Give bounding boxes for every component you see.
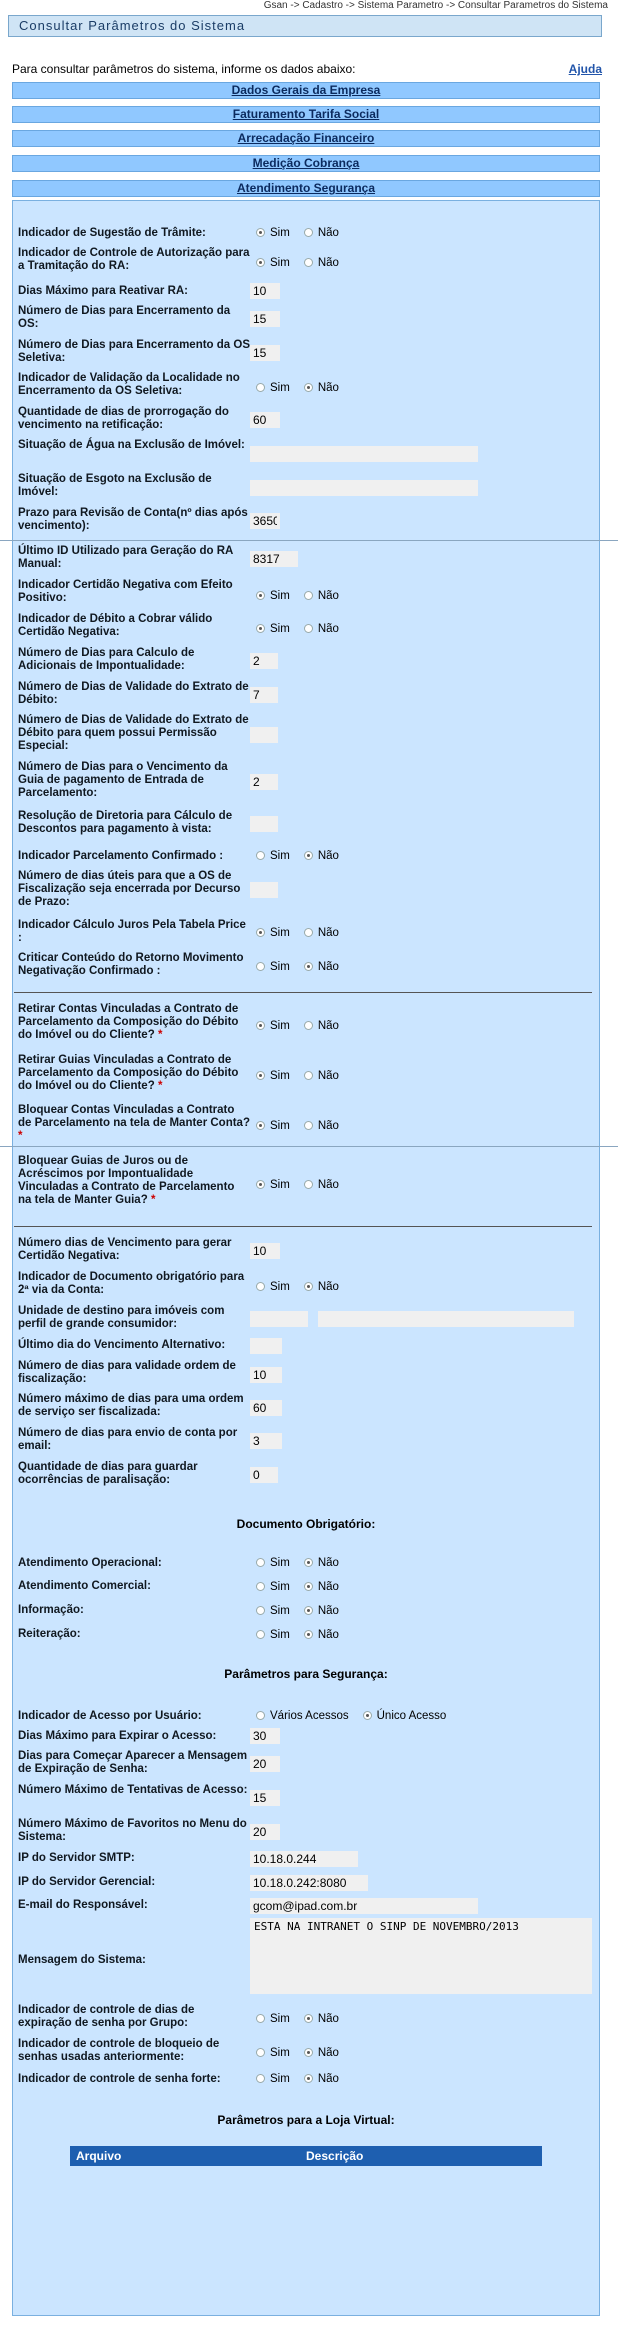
dias-mensagem-expiracao-input[interactable] (250, 1756, 280, 1772)
label-dias-mensagem-expiracao: Dias para Começar Aparecer a Mensagem de Expiração de Senha: (18, 1750, 248, 1775)
radio-bloqueio-senhas[interactable]: Sim Não (256, 2047, 353, 2059)
radio-debito-cobrar-certidao[interactable]: Sim Não (256, 623, 353, 635)
ip-gerencial-input[interactable] (250, 1875, 368, 1891)
radio-bloquear-contas[interactable]: Sim Não (256, 1120, 353, 1132)
radio-icon[interactable] (304, 928, 313, 937)
label-dias-expirar-acesso: Dias Máximo para Expirar o Acesso: (18, 1730, 217, 1742)
radio-icon[interactable] (256, 383, 265, 392)
label-unidade-destino: Unidade de destino para imóveis com perfil de grande consumidor: (18, 1305, 225, 1330)
page-title: Consultar Parâmetros do Sistema (8, 15, 602, 37)
radio-expiracao-senha-grupo[interactable]: Sim Não (256, 2013, 353, 2025)
label-retirar-contas: Retirar Contas Vinculadas a Contrato de Parcelamento da Composição do Débito do Imóvel ou do Cliente? * (18, 1003, 239, 1041)
label-informacao: Informação: (18, 1604, 84, 1616)
loja-virtual-table-header (70, 2146, 542, 2166)
label-atendimento-operacional: Atendimento Operacional: (18, 1557, 162, 1569)
dias-adicionais-impontualidade-input[interactable] (250, 653, 278, 669)
radio-acesso-usuario[interactable]: Vários Acessos Único Acesso (256, 1710, 460, 1722)
radio-icon[interactable] (304, 2014, 313, 2023)
radio-icon[interactable] (304, 851, 313, 860)
dias-envio-email-input[interactable] (250, 1433, 282, 1449)
radio-reiteracao[interactable]: Sim Não (256, 1629, 353, 1641)
tab-dados-gerais[interactable]: Dados Gerais da Empresa (12, 82, 600, 99)
mensagem-sistema-textarea[interactable] (250, 1918, 592, 1994)
dias-encerramento-os-input[interactable] (250, 311, 280, 327)
radio-icon[interactable] (304, 1582, 313, 1591)
column-header-descricao: Descrição (306, 2149, 364, 2163)
radio-icon[interactable] (256, 2074, 265, 2083)
label-acesso-usuario: Indicador de Acesso por Usuário: (18, 1710, 202, 1722)
unidade-destino-code-input[interactable] (250, 1311, 308, 1327)
radio-icon[interactable] (304, 591, 313, 600)
label-atendimento-comercial: Atendimento Comercial: (18, 1580, 151, 1592)
label-max-favoritos: Número Máximo de Favoritos no Menu do Sistema: (18, 1818, 247, 1843)
radio-icon[interactable] (256, 851, 265, 860)
ip-smtp-input[interactable] (250, 1851, 358, 1867)
label-max-tentativas: Número Máximo de Tentativas de Acesso: (18, 1784, 248, 1796)
intro-text: Para consultar parâmetros do sistema, informe os dados abaixo: (12, 62, 356, 76)
tab-arrecadacao[interactable]: Arrecadação Financeiro (12, 130, 600, 147)
situacao-esgoto-input[interactable] (250, 480, 478, 496)
radio-icon[interactable] (256, 2014, 265, 2023)
radio-icon[interactable] (304, 1180, 313, 1189)
label-debito-cobrar-certidao: Indicador de Débito a Cobrar válido Certidão Negativa: (18, 613, 213, 638)
radio-icon[interactable] (256, 1558, 265, 1567)
radio-icon[interactable] (304, 1121, 313, 1130)
label-dias-adicionais-impontualidade: Número de Dias para Calculo de Adicionais de Impontualidade: (18, 647, 195, 672)
radio-juros-tabela-price[interactable]: Sim Não (256, 927, 353, 939)
label-mensagem-sistema: Mensagem do Sistema: (18, 1954, 146, 1966)
dias-expirar-acesso-input[interactable] (250, 1728, 280, 1744)
radio-icon[interactable] (304, 1282, 313, 1291)
label-criticar-negativacao: Criticar Conteúdo do Retorno Movimento Negativação Confirmado : (18, 952, 244, 977)
vencimento-guia-entrada-input[interactable] (250, 774, 278, 790)
radio-icon[interactable] (256, 258, 265, 267)
label-dias-encerramento-os: Número de Dias para Encerramento da OS: (18, 305, 231, 330)
radio-icon[interactable] (256, 624, 265, 633)
dias-reativar-ra-input[interactable] (250, 283, 280, 299)
divider (14, 992, 592, 993)
column-header-arquivo: Arquivo (76, 2149, 122, 2163)
documento-obrigatorio-title: Documento Obrigatório: (236, 1517, 376, 1531)
radio-atendimento-comercial[interactable]: Sim Não (256, 1581, 353, 1593)
radio-certidao-negativa-efeito[interactable]: Sim Não (256, 590, 353, 602)
radio-parcelamento-confirmado[interactable]: Sim Não (256, 850, 353, 862)
radio-icon[interactable] (256, 228, 265, 237)
radio-icon[interactable] (304, 258, 313, 267)
situacao-agua-input[interactable] (250, 446, 478, 462)
breadcrumb: Gsan -> Cadastro -> Sistema Parametro -> Consultar Parametros do Sistema (263, 0, 608, 11)
radio-icon[interactable] (256, 1630, 265, 1639)
radio-icon[interactable] (256, 1071, 265, 1080)
radio-criticar-negativacao[interactable]: Sim Não (256, 961, 353, 973)
label-controle-autorizacao: Indicador de Controle de Autorização para a Tramitação do RA: (18, 247, 250, 272)
radio-icon[interactable] (304, 1071, 313, 1080)
label-ip-smtp: IP do Servidor SMTP: (18, 1852, 135, 1864)
label-prazo-revisao-conta: Prazo para Revisão de Conta(nº dias após vencimento): (18, 507, 248, 532)
radio-icon[interactable] (304, 228, 313, 237)
radio-controle-autorizacao[interactable]: Sim Não (256, 257, 353, 269)
radio-icon[interactable] (256, 1711, 265, 1720)
label-dias-uteis-os-fiscalizacao: Número de dias úteis para que a OS de Fiscalização seja encerrada por Decurso de Prazo: (18, 870, 241, 908)
radio-icon[interactable] (304, 2048, 313, 2057)
label-validade-extrato-debito: Número de Dias de Validade do Extrato de Débito: (18, 681, 249, 706)
radio-icon[interactable] (256, 1121, 265, 1130)
tab-faturamento[interactable]: Faturamento Tarifa Social (12, 106, 600, 123)
label-validacao-localidade: Indicador de Validação da Localidade no Encerramento da OS Seletiva: (18, 372, 240, 397)
loja-virtual-title: Parâmetros para a Loja Virtual: (217, 2113, 395, 2127)
dias-ocorrencias-paralisacao-input[interactable] (250, 1467, 278, 1483)
radio-icon[interactable] (304, 1558, 313, 1567)
divider (14, 1226, 592, 1227)
label-ultimo-id-ra: Último ID Utilizado para Geração do RA Manual: (18, 545, 233, 570)
radio-documento-obrigatorio-2via[interactable]: Sim Não (256, 1281, 353, 1293)
radio-icon[interactable] (256, 591, 265, 600)
label-validade-ordem-fiscalizacao: Número de dias para validade ordem de fiscalização: (18, 1360, 236, 1385)
radio-senha-forte[interactable]: Sim Não (256, 2073, 353, 2085)
ultimo-id-ra-input[interactable] (250, 551, 298, 567)
divider (0, 540, 618, 541)
label-prorrogacao-vencimento: Quantidade de dias de prorrogação do vencimento na retificação: (18, 406, 229, 431)
label-reiteracao: Reiteração: (18, 1628, 81, 1640)
label-senha-forte: Indicador de controle de senha forte: (18, 2073, 221, 2085)
resolucao-diretoria-input[interactable] (250, 816, 278, 832)
label-expiracao-senha-grupo: Indicador de controle de dias de expiração de senha por Grupo: (18, 2004, 195, 2029)
label-sugestao-tramite: Indicador de Sugestão de Trâmite: (18, 227, 206, 239)
label-email-responsavel: E-mail do Responsável: (18, 1899, 148, 1911)
max-tentativas-input[interactable] (250, 1790, 280, 1806)
label-parcelamento-confirmado: Indicador Parcelamento Confirmado : (18, 850, 224, 862)
radio-icon[interactable] (256, 1582, 265, 1591)
seguranca-title: Parâmetros para Segurança: (224, 1667, 388, 1681)
unidade-destino-desc-input[interactable] (318, 1311, 574, 1327)
label-juros-tabela-price: Indicador Cálculo Juros Pela Tabela Price : (18, 919, 246, 944)
label-dias-encerramento-os-seletiva: Número de Dias para Encerramento da OS Seletiva: (18, 339, 250, 364)
label-dias-reativar-ra: Dias Máximo para Reativar RA: (18, 285, 189, 297)
radio-icon[interactable] (256, 1282, 265, 1291)
radio-icon[interactable] (304, 1606, 313, 1615)
vencimento-certidao-negativa-input[interactable] (250, 1243, 280, 1259)
validade-extrato-permissao-input[interactable] (250, 727, 278, 743)
label-ultimo-dia-vencimento: Último dia do Vencimento Alternativo: (18, 1339, 226, 1351)
ultimo-dia-vencimento-input[interactable] (250, 1338, 282, 1354)
radio-bloquear-guias[interactable]: Sim Não (256, 1179, 353, 1191)
prazo-revisao-conta-input[interactable] (250, 513, 280, 529)
label-certidao-negativa-efeito: Indicador Certidão Negativa com Efeito Positivo: (18, 579, 233, 604)
radio-icon[interactable] (304, 962, 313, 971)
label-situacao-agua: Situação de Água na Exclusão de Imóvel: (18, 439, 245, 451)
radio-icon[interactable] (304, 1630, 313, 1639)
label-dias-ocorrencias-paralisacao: Quantidade de dias para guardar ocorrências de paralisação: (18, 1461, 198, 1486)
dias-encerramento-os-seletiva-input[interactable] (250, 345, 280, 361)
label-ip-gerencial: IP do Servidor Gerencial: (18, 1876, 156, 1888)
radio-retirar-guias[interactable]: Sim Não (256, 1070, 353, 1082)
label-resolucao-diretoria: Resolução de Diretoria para Cálculo de Descontos para pagamento à vista: (18, 810, 233, 835)
radio-icon[interactable] (304, 624, 313, 633)
divider (0, 1146, 618, 1147)
email-responsavel-input[interactable] (250, 1898, 478, 1914)
dias-uteis-os-fiscalizacao-input[interactable] (250, 882, 278, 898)
tab-medicao[interactable]: Medição Cobrança (12, 155, 600, 172)
radio-icon[interactable] (256, 2048, 265, 2057)
validade-ordem-fiscalizacao-input[interactable] (250, 1367, 282, 1383)
radio-icon[interactable] (304, 383, 313, 392)
radio-retirar-contas[interactable]: Sim Não (256, 1020, 353, 1032)
label-max-dias-ordem-servico: Número máximo de dias para uma ordem de serviço ser fiscalizada: (18, 1393, 244, 1418)
help-link[interactable]: Ajuda (568, 62, 602, 76)
max-favoritos-input[interactable] (250, 1824, 280, 1840)
radio-validacao-localidade[interactable]: Sim Não (256, 382, 353, 394)
radio-icon[interactable] (256, 1021, 265, 1030)
max-dias-ordem-servico-input[interactable] (250, 1400, 282, 1416)
label-validade-extrato-permissao: Número de Dias de Validade do Extrato de Débito para quem possui Permissão Especial: (18, 714, 249, 752)
label-dias-envio-email: Número de dias para envio de conta por email: (18, 1427, 238, 1452)
prorrogacao-vencimento-input[interactable] (250, 412, 280, 428)
label-bloqueio-senhas: Indicador de controle de bloqueio de senhas usadas anteriormente: (18, 2038, 220, 2063)
radio-icon[interactable] (256, 962, 265, 971)
label-vencimento-certidao-negativa: Número dias de Vencimento para gerar Certidão Negativa: (18, 1237, 232, 1262)
validade-extrato-debito-input[interactable] (250, 687, 278, 703)
radio-informacao[interactable]: Sim Não (256, 1605, 353, 1617)
label-retirar-guias: Retirar Guias Vinculadas a Contrato de Parcelamento da Composição do Débito do Imóvel ou do Cliente? * (18, 1054, 239, 1092)
tab-atendimento[interactable]: Atendimento Segurança (12, 180, 600, 197)
label-documento-obrigatorio-2via: Indicador de Documento obrigatório para 2ª via da Conta: (18, 1271, 245, 1296)
label-vencimento-guia-entrada: Número de Dias para o Vencimento da Guia de pagamento de Entrada de Parcelamento: (18, 761, 228, 799)
radio-icon[interactable] (363, 1711, 372, 1720)
radio-icon[interactable] (256, 1180, 265, 1189)
radio-icon[interactable] (304, 1021, 313, 1030)
radio-icon[interactable] (256, 928, 265, 937)
label-bloquear-guias: Bloquear Guias de Juros ou de Acréscimos por Impontualidade Vinculadas a Contrato de Parcelamento na tela de Manter Guia? * (18, 1155, 235, 1206)
radio-sugestao-tramite[interactable]: Sim Não (256, 227, 353, 239)
radio-atendimento-operacional[interactable]: Sim Não (256, 1557, 353, 1569)
radio-icon[interactable] (304, 2074, 313, 2083)
radio-icon[interactable] (256, 1606, 265, 1615)
label-bloquear-contas: Bloquear Contas Vinculadas a Contrato de Parcelamento na tela de Manter Conta? * (18, 1104, 250, 1142)
label-situacao-esgoto: Situação de Esgoto na Exclusão de Imóvel: (18, 473, 212, 498)
